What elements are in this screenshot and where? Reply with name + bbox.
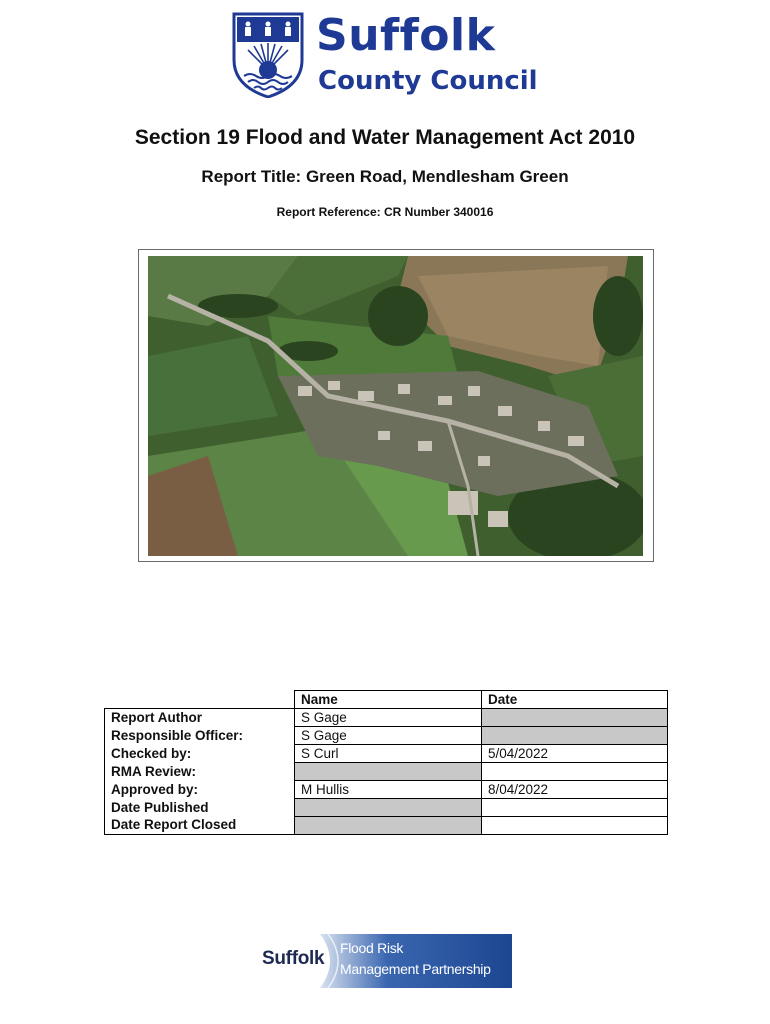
row-date <box>482 763 668 781</box>
header-date: Date <box>482 691 668 709</box>
row-name <box>295 763 482 781</box>
row-role: Checked by: <box>105 745 295 763</box>
row-date: 5/04/2022 <box>482 745 668 763</box>
logo-suffolk-text: Suffolk <box>316 10 496 61</box>
aerial-photo-icon <box>148 256 643 556</box>
row-role: Report Author <box>105 709 295 727</box>
partnership-suffolk-text: Suffolk <box>262 948 325 969</box>
row-name <box>295 817 482 835</box>
partnership-line2: Management Partnership <box>340 961 491 977</box>
table-header-row <box>105 691 668 709</box>
table-row <box>105 745 668 763</box>
table-row <box>105 709 668 727</box>
signoff-table <box>104 690 668 835</box>
report-reference: Report Reference: CR Number 340016 <box>276 205 494 219</box>
partnership-logo <box>258 934 512 988</box>
header-blank <box>105 691 295 709</box>
row-name: S Curl <box>295 745 482 763</box>
partnership-line1: Flood Risk <box>340 940 404 956</box>
row-date <box>482 799 668 817</box>
row-date <box>482 817 668 835</box>
row-role: Responsible Officer: <box>105 727 295 745</box>
row-name <box>295 799 482 817</box>
council-logo <box>232 12 542 102</box>
table-row <box>105 799 668 817</box>
row-name: S Gage <box>295 727 482 745</box>
row-role: Approved by: <box>105 781 295 799</box>
row-date <box>482 709 668 727</box>
logo-county-council-text: County Council <box>318 66 538 96</box>
row-role: Date Report Closed <box>105 817 295 835</box>
shield-crest-icon <box>232 12 304 98</box>
row-date <box>482 727 668 745</box>
row-date: 8/04/2022 <box>482 781 668 799</box>
table-row <box>105 727 668 745</box>
table-row <box>105 817 668 835</box>
row-name: M Hullis <box>295 781 482 799</box>
report-title: Report Title: Green Road, Mendlesham Green <box>201 167 569 186</box>
row-role: RMA Review: <box>105 763 295 781</box>
table-row <box>105 763 668 781</box>
document-title: Section 19 Flood and Water Management Act 2010 <box>134 126 636 149</box>
row-name: S Gage <box>295 709 482 727</box>
table-row <box>105 781 668 799</box>
header-name: Name <box>295 691 482 709</box>
row-role: Date Published <box>105 799 295 817</box>
